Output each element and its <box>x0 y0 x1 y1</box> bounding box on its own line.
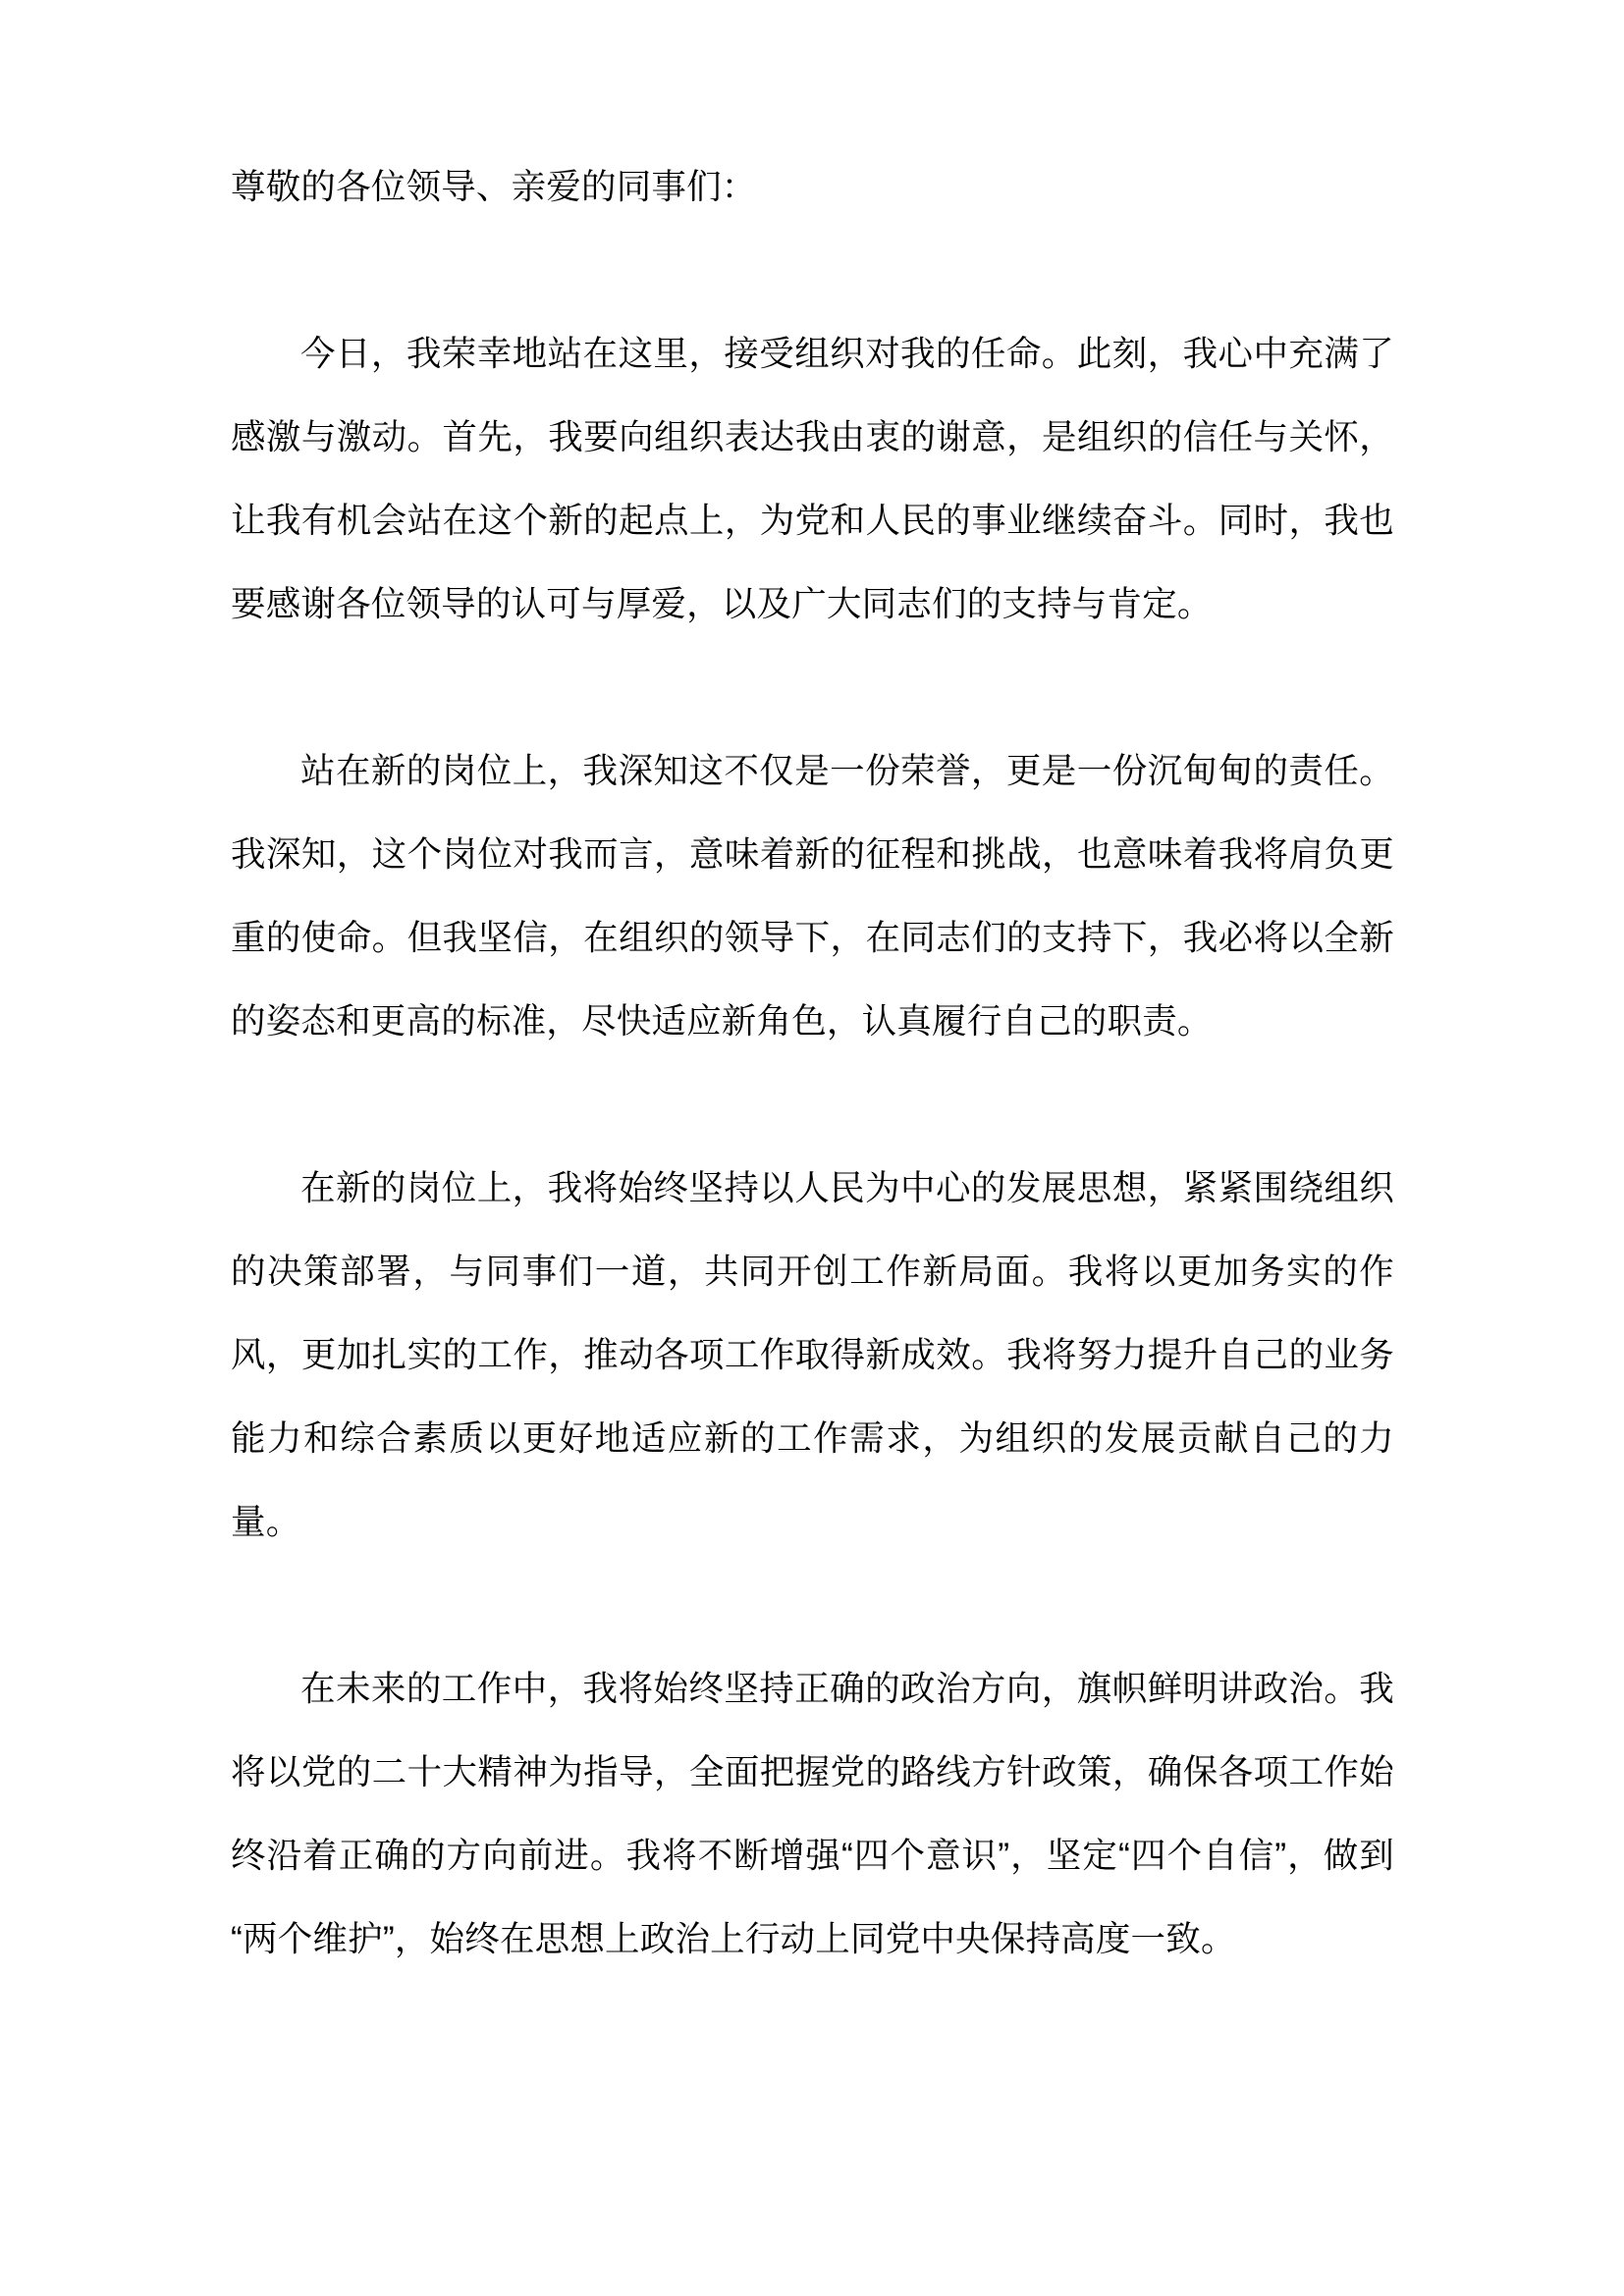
document-body <box>231 145 1394 1981</box>
body-paragraph-4: 在未来的工作中，我将始终坚持正确的政治方向，旗帜鲜明讲政治。我将以党的二十大精神为指导，全面把握党的路线方针政策，确保各项工作始终沿着正确的方向前进。我将不断增强“四个意识”，坚定“四个自信”，做到“两个维护”，始终在思想上政治上行动上同党中央保持高度一致。 <box>231 1669 1394 1958</box>
paragraph-spacer <box>231 1564 1394 1647</box>
salutation-line: 尊敬的各位领导、亲爱的同事们： <box>231 167 757 206</box>
paragraph-spacer <box>231 229 1394 312</box>
body-paragraph-2: 站在新的岗位上，我深知这不仅是一份荣誉，更是一份沉甸甸的责任。我深知，这个岗位对我而言，意味着新的征程和挑战，也意味着我将肩负更重的使命。但我坚信，在组织的领导下，在同志们的支持下，我必将以全新的姿态和更高的标准，尽快适应新角色，认真履行自己的职责。 <box>231 751 1394 1041</box>
paragraph-spacer <box>231 646 1394 729</box>
paragraph-spacer <box>231 1063 1394 1147</box>
body-paragraph-1: 今日，我荣幸地站在这里，接受组织对我的任命。此刻，我心中充满了感激与激动。首先，我要向组织表达我由衷的谢意，是组织的信任与关怀，让我有机会站在这个新的起点上，为党和人民的事业继续奋斗。同时，我也要感谢各位领导的认可与厚爱，以及广大同志们的支持与肯定。 <box>231 334 1394 623</box>
body-paragraph-3: 在新的岗位上，我将始终坚持以人民为中心的发展思想，紧紧围绕组织的决策部署，与同事们一道，共同开创工作新局面。我将以更加务实的作风，更加扎实的工作，推动各项工作取得新成效。我将努力提升自己的业务能力和综合素质以更好地适应新的工作需求，为组织的发展贡献自己的力量。 <box>231 1168 1394 1541</box>
